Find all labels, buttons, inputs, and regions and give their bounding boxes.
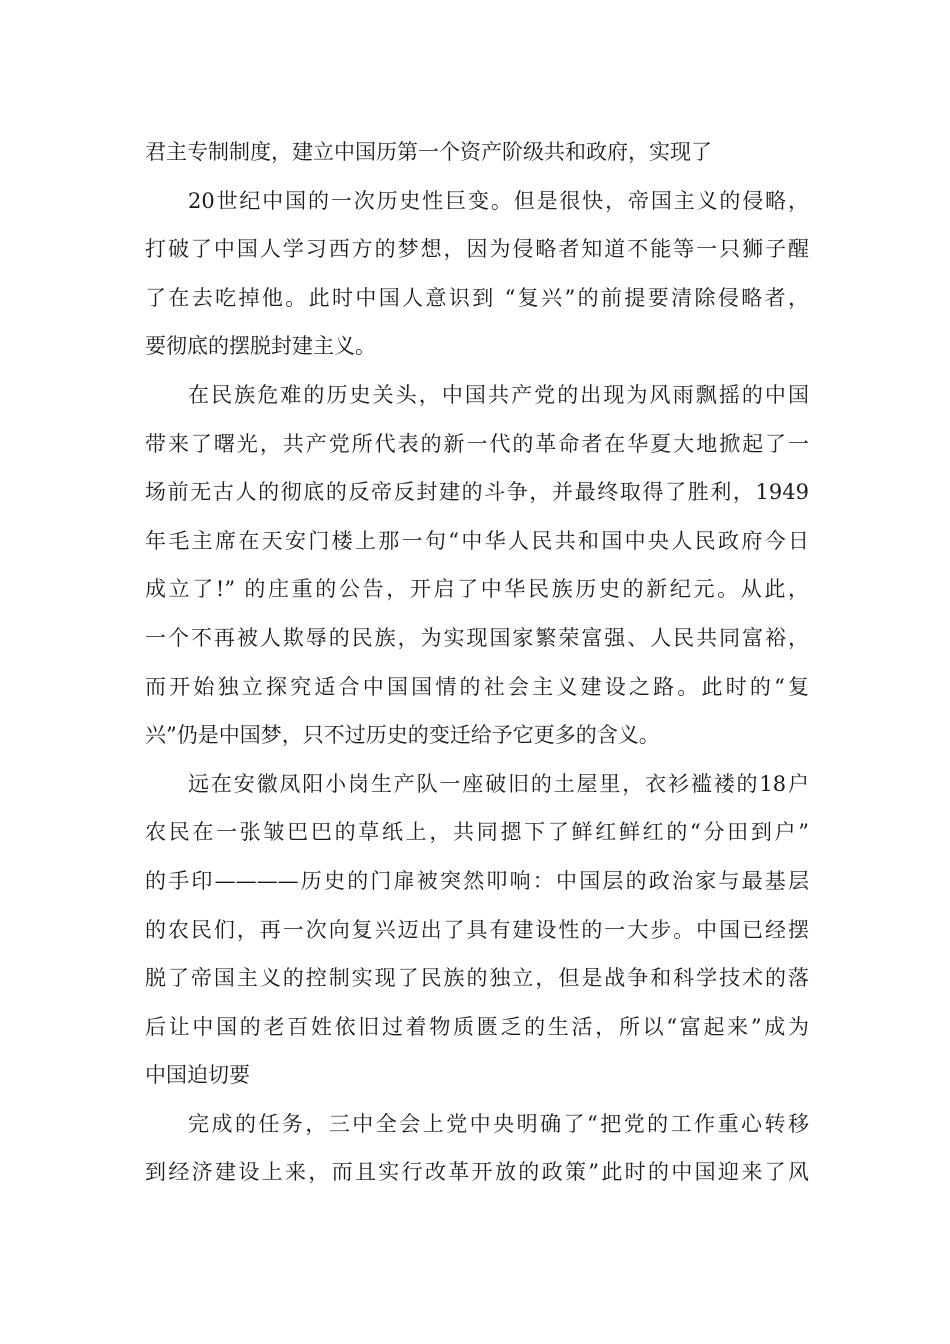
text-line: 君主专制制度，建立中国历第一个资产阶级共和政府，实现了 <box>145 140 712 164</box>
text-line: 在民族危难的历史关头，中国共产党的出现为风雨飘摇的中国 <box>188 382 809 407</box>
text-line: 到经济建设上来，而且实行改革开放的政策”此时的中国迎来了风 <box>145 1160 809 1185</box>
text-line: 完成的任务，三中全会上党中央明确了“把党的工作重心转移 <box>188 1111 809 1136</box>
text-line: 成立了!” 的庄重的公告，开启了中华民族历史的新纪元。从此， <box>145 577 809 602</box>
text-line: 了在去吃掉他。此时中国人意识到 “复兴”的前提要清除侵略者， <box>145 285 809 310</box>
text-line: 的农民们，再一次向复兴迈出了具有建设性的一大步。中国已经摆 <box>145 917 809 942</box>
text-line: 要彻底的摆脱封建主义。 <box>145 334 376 359</box>
text-line: 带来了曙光，共产党所代表的新一代的革命者在华夏大地掀起了一 <box>145 431 809 456</box>
text-line: 后让中国的老百姓依旧过着物质匮乏的生活，所以“富起来”成为 <box>145 1014 809 1039</box>
text-line: 20世纪中国的一次历史性巨变。但是很快，帝国主义的侵略， <box>188 188 809 213</box>
text-line: 打破了中国人学习西方的梦想，因为侵略者知道不能等一只狮子醒 <box>145 237 809 262</box>
text-line: 一个不再被人欺辱的民族，为实现国家繁荣富强、人民共同富裕， <box>145 625 809 650</box>
text-line: 场前无古人的彻底的反帝反封建的斗争，并最终取得了胜利，1949 <box>145 480 809 505</box>
text-line: 年毛主席在天安门楼上那一句“中华人民共和国中央人民政府今日 <box>145 528 809 553</box>
text-line: 农民在一张皱巴巴的草纸上，共同摁下了鲜红鲜红的“分田到户” <box>145 820 809 845</box>
text-line: 的手印————历史的门扉被突然叩响：中国层的政治家与最基层 <box>145 868 809 893</box>
text-line: 中国迫切要 <box>145 1063 250 1088</box>
text-line: 而开始独立探究适合中国国情的社会主义建设之路。此时的“复 <box>145 674 809 699</box>
document-body <box>145 128 809 1197</box>
text-line: 远在安徽凤阳小岗生产队一座破旧的土屋里，衣衫褴褛的18户 <box>188 771 809 796</box>
text-line: 兴”仍是中国梦，只不过历史的变迁给予它更多的含义。 <box>145 723 660 748</box>
text-line: 脱了帝国主义的控制实现了民族的独立，但是战争和科学技术的落 <box>145 966 809 991</box>
